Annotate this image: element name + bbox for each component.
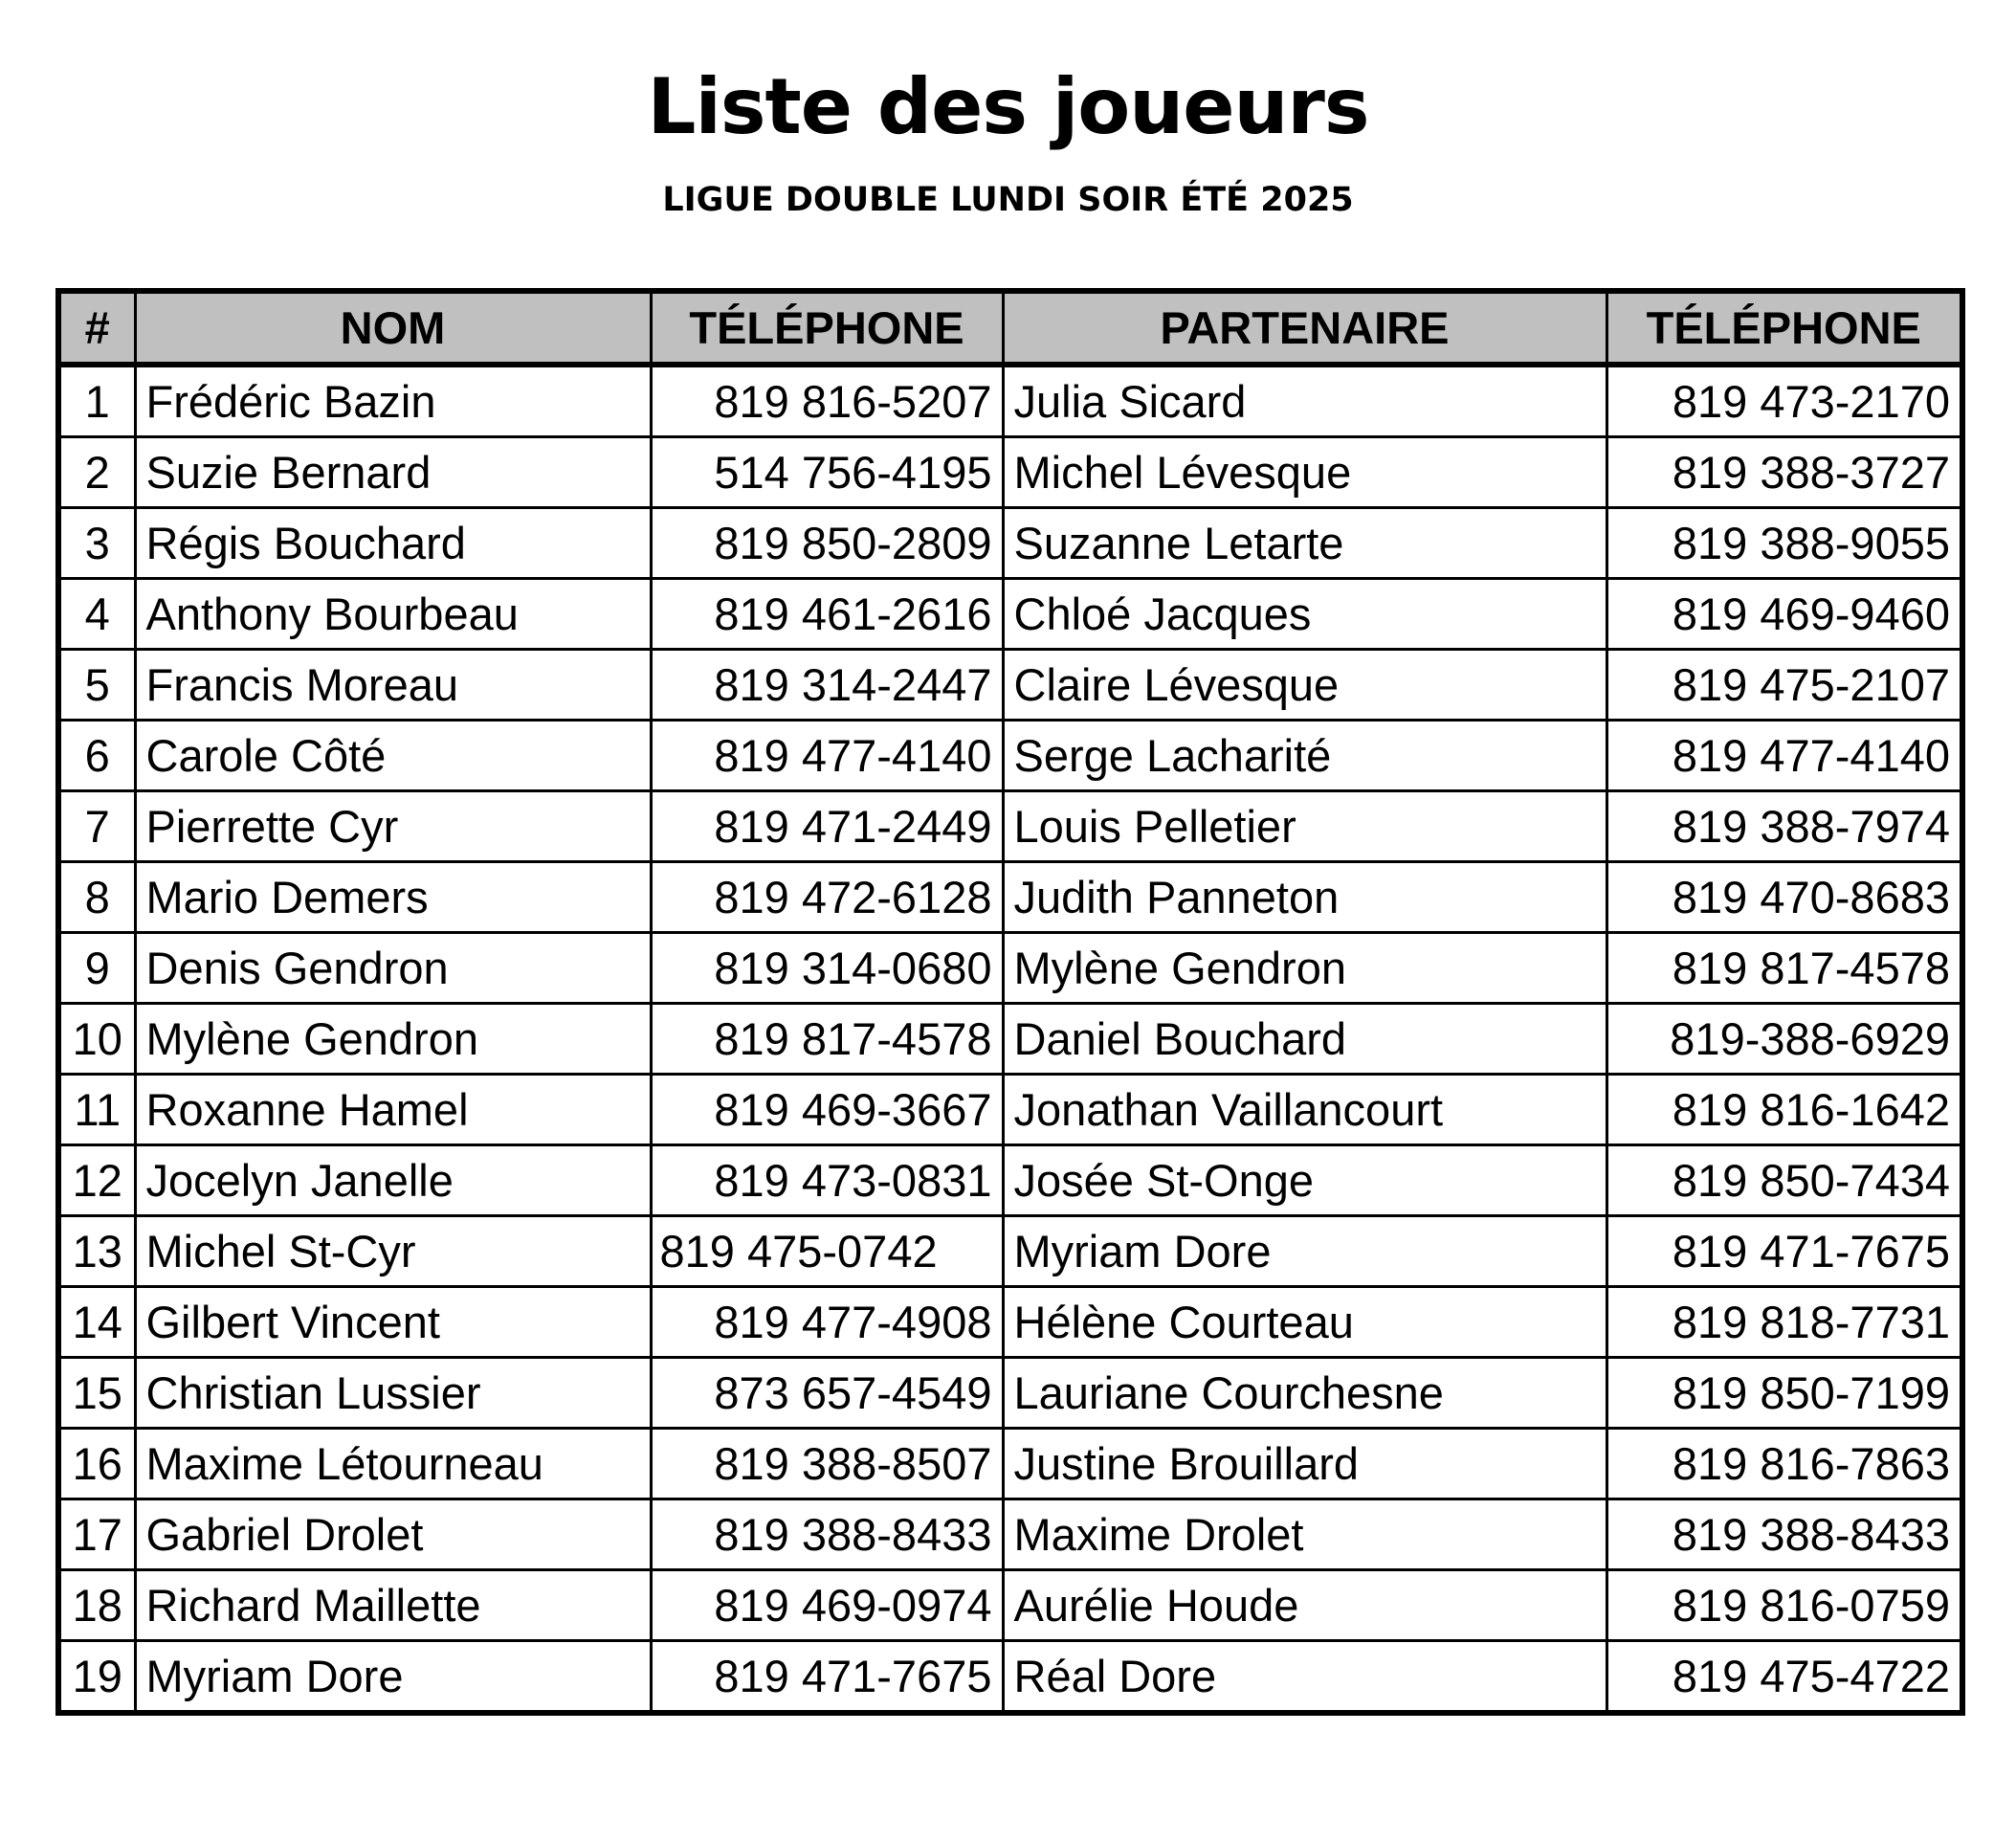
- table-body: [58, 365, 1962, 1713]
- player-phone: 819 475-0742: [651, 1216, 1003, 1287]
- partner-phone: 819 818-7731: [1606, 1287, 1962, 1358]
- row-number: 1: [58, 365, 135, 437]
- player-name: Mylène Gendron: [135, 1004, 651, 1075]
- column-header-partner: PARTENAIRE: [1003, 291, 1606, 365]
- player-name: Carole Côté: [135, 721, 651, 791]
- column-header-partner-phone: TÉLÉPHONE: [1606, 291, 1962, 365]
- player-name: Christian Lussier: [135, 1358, 651, 1429]
- row-number: 11: [58, 1075, 135, 1145]
- player-name: Jocelyn Janelle: [135, 1145, 651, 1216]
- partner-name: Myriam Dore: [1003, 1216, 1606, 1287]
- column-header-name: NOM: [135, 291, 651, 365]
- partner-phone: 819 475-4722: [1606, 1641, 1962, 1714]
- table-row: [58, 1145, 1962, 1216]
- player-name: Frédéric Bazin: [135, 365, 651, 437]
- player-name: Anthony Bourbeau: [135, 579, 651, 650]
- player-name: Myriam Dore: [135, 1641, 651, 1714]
- table-row: [58, 650, 1962, 721]
- player-name: Francis Moreau: [135, 650, 651, 721]
- player-phone: 819 469-3667: [651, 1075, 1003, 1145]
- table-row: [58, 1570, 1962, 1641]
- partner-phone: 819 816-0759: [1606, 1570, 1962, 1641]
- partner-phone: 819 477-4140: [1606, 721, 1962, 791]
- partner-name: Aurélie Houde: [1003, 1570, 1606, 1641]
- row-number: 8: [58, 862, 135, 933]
- row-number: 17: [58, 1499, 135, 1570]
- player-phone: 819 477-4140: [651, 721, 1003, 791]
- partner-name: Suzanne Letarte: [1003, 508, 1606, 579]
- partner-name: Hélène Courteau: [1003, 1287, 1606, 1358]
- partner-phone: 819 471-7675: [1606, 1216, 1962, 1287]
- table-row: [58, 933, 1962, 1004]
- player-name: Richard Maillette: [135, 1570, 651, 1641]
- table-header-row: [58, 291, 1962, 365]
- row-number: 14: [58, 1287, 135, 1358]
- row-number: 6: [58, 721, 135, 791]
- partner-name: Jonathan Vaillancourt: [1003, 1075, 1606, 1145]
- partner-phone: 819 470-8683: [1606, 862, 1962, 933]
- row-number: 18: [58, 1570, 135, 1641]
- row-number: 12: [58, 1145, 135, 1216]
- table-row: [58, 1641, 1962, 1714]
- player-name: Michel St-Cyr: [135, 1216, 651, 1287]
- table-row: [58, 579, 1962, 650]
- table-row: [58, 1216, 1962, 1287]
- table-row: [58, 1429, 1962, 1499]
- player-phone: 819 817-4578: [651, 1004, 1003, 1075]
- player-phone: 819 388-8433: [651, 1499, 1003, 1570]
- partner-phone: 819 817-4578: [1606, 933, 1962, 1004]
- player-name: Mario Demers: [135, 862, 651, 933]
- row-number: 9: [58, 933, 135, 1004]
- partner-phone: 819 388-8433: [1606, 1499, 1962, 1570]
- partner-phone: 819 388-9055: [1606, 508, 1962, 579]
- column-header-number: #: [58, 291, 135, 365]
- player-phone: 873 657-4549: [651, 1358, 1003, 1429]
- player-phone: 514 756-4195: [651, 437, 1003, 508]
- partner-name: Michel Lévesque: [1003, 437, 1606, 508]
- partner-phone: 819-388-6929: [1606, 1004, 1962, 1075]
- row-number: 10: [58, 1004, 135, 1075]
- row-number: 7: [58, 791, 135, 862]
- partner-name: Judith Panneton: [1003, 862, 1606, 933]
- table-row: [58, 1075, 1962, 1145]
- partner-name: Maxime Drolet: [1003, 1499, 1606, 1570]
- partner-phone: 819 473-2170: [1606, 365, 1962, 437]
- player-phone: 819 469-0974: [651, 1570, 1003, 1641]
- partner-phone: 819 388-3727: [1606, 437, 1962, 508]
- partner-phone: 819 475-2107: [1606, 650, 1962, 721]
- table-row: [58, 508, 1962, 579]
- row-number: 3: [58, 508, 135, 579]
- player-phone: 819 471-7675: [651, 1641, 1003, 1714]
- table-row: [58, 1004, 1962, 1075]
- player-name: Roxanne Hamel: [135, 1075, 651, 1145]
- players-table: [55, 288, 1965, 1716]
- table-row: [58, 1287, 1962, 1358]
- partner-name: Lauriane Courchesne: [1003, 1358, 1606, 1429]
- player-phone: 819 388-8507: [651, 1429, 1003, 1499]
- player-name: Maxime Létourneau: [135, 1429, 651, 1499]
- table-row: [58, 791, 1962, 862]
- row-number: 19: [58, 1641, 135, 1714]
- partner-phone: 819 816-1642: [1606, 1075, 1962, 1145]
- page-title: Liste des joueurs: [647, 62, 1369, 151]
- player-phone: 819 314-0680: [651, 933, 1003, 1004]
- table-row: [58, 437, 1962, 508]
- partner-name: Chloé Jacques: [1003, 579, 1606, 650]
- player-phone: 819 473-0831: [651, 1145, 1003, 1216]
- partner-name: Julia Sicard: [1003, 365, 1606, 437]
- partner-phone: 819 469-9460: [1606, 579, 1962, 650]
- row-number: 13: [58, 1216, 135, 1287]
- table-row: [58, 1358, 1962, 1429]
- partner-phone: 819 850-7434: [1606, 1145, 1962, 1216]
- player-phone: 819 477-4908: [651, 1287, 1003, 1358]
- partner-name: Justine Brouillard: [1003, 1429, 1606, 1499]
- partner-name: Daniel Bouchard: [1003, 1004, 1606, 1075]
- partner-name: Réal Dore: [1003, 1641, 1606, 1714]
- column-header-phone: TÉLÉPHONE: [651, 291, 1003, 365]
- row-number: 4: [58, 579, 135, 650]
- player-phone: 819 314-2447: [651, 650, 1003, 721]
- page-subtitle: LIGUE DOUBLE LUNDI SOIR ÉTÉ 2025: [662, 181, 1354, 219]
- player-name: Gilbert Vincent: [135, 1287, 651, 1358]
- player-phone: 819 461-2616: [651, 579, 1003, 650]
- player-phone: 819 816-5207: [651, 365, 1003, 437]
- partner-name: Louis Pelletier: [1003, 791, 1606, 862]
- player-name: Denis Gendron: [135, 933, 651, 1004]
- player-name: Pierrette Cyr: [135, 791, 651, 862]
- player-name: Régis Bouchard: [135, 508, 651, 579]
- row-number: 15: [58, 1358, 135, 1429]
- partner-name: Serge Lacharité: [1003, 721, 1606, 791]
- partner-phone: 819 816-7863: [1606, 1429, 1962, 1499]
- table-row: [58, 365, 1962, 437]
- player-phone: 819 471-2449: [651, 791, 1003, 862]
- partner-name: Mylène Gendron: [1003, 933, 1606, 1004]
- player-phone: 819 850-2809: [651, 508, 1003, 579]
- row-number: 5: [58, 650, 135, 721]
- player-phone: 819 472-6128: [651, 862, 1003, 933]
- partner-phone: 819 850-7199: [1606, 1358, 1962, 1429]
- table-row: [58, 1499, 1962, 1570]
- partner-name: Claire Lévesque: [1003, 650, 1606, 721]
- table-row: [58, 721, 1962, 791]
- partner-name: Josée St-Onge: [1003, 1145, 1606, 1216]
- partner-phone: 819 388-7974: [1606, 791, 1962, 862]
- player-name: Gabriel Drolet: [135, 1499, 651, 1570]
- table-row: [58, 862, 1962, 933]
- player-name: Suzie Bernard: [135, 437, 651, 508]
- row-number: 16: [58, 1429, 135, 1499]
- row-number: 2: [58, 437, 135, 508]
